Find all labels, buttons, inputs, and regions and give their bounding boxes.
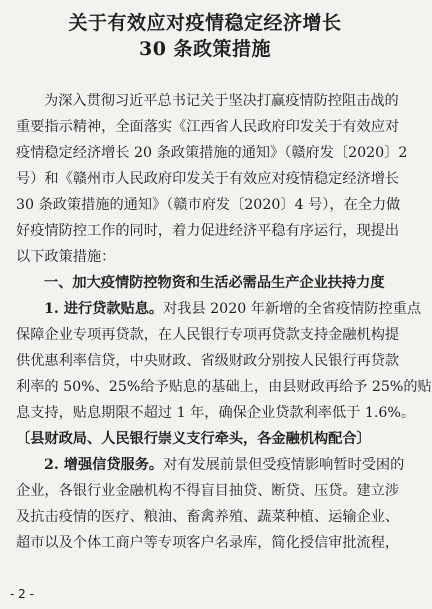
item-2-line: 及抗击疫情的医疗、粮油、畜禽养殖、蔬菜种植、运输企业、 — [16, 509, 400, 525]
item-2-first-line — [16, 452, 405, 478]
item-1-line: 利率的 50%、25%给予贴息的基础上，由县财政再给予 25%的贴 — [16, 379, 432, 395]
item-1-title: 1. 进行贷款贴息。 — [44, 301, 164, 317]
item-2-line: 超市以及个体工商户等专项客户名录库，简化授信审批流程， — [16, 535, 400, 551]
item-1-responsible: 〔县财政局、人民银行崇义支行牵头，各金融机构配合〕 — [16, 431, 371, 447]
item-1-line: 保障企业专项再贷款，在人民银行专项再贷款支持金融机构提 — [16, 327, 400, 343]
intro-line: 号）和《赣州市人民政府印发关于有效应对疫情稳定经济增长 — [16, 171, 400, 187]
intro-line: 好疫情防控工作的同时，着力促进经济平稳有序运行，现提出 — [16, 223, 400, 239]
intro-line: 以下政策措施： — [16, 249, 116, 265]
page-number: - 2 - — [10, 587, 34, 601]
title-line-2: 30 条政策措施 — [138, 38, 272, 60]
item-2-title: 2. 增强信贷服务。 — [44, 457, 164, 473]
document-body — [16, 88, 432, 556]
section-heading: 一、加大疫情防控物资和生活必需品生产企业扶持力度 — [44, 275, 385, 291]
item-1-line: 息支持，贴息期限不超过 1 年，确保企业贷款利率低于 1.6%。 — [16, 405, 416, 421]
intro-line: 重要指示精神，全面落实《江西省人民政府印发关于有效应对 — [16, 119, 400, 135]
intro-line: 30 条政策措施的通知》（赣市府发〔2020〕4 号），在全力做 — [16, 197, 401, 213]
intro-line: 疫情稳定经济增长 20 条政策措施的通知》（赣府发〔2020〕2 — [16, 145, 408, 161]
intro-line: 为深入贯彻习近平总书记关于坚决打赢疫情防控阻击战的 — [44, 93, 399, 109]
item-1-first-line — [16, 296, 422, 322]
item-2-line: 企业，各银行业金融机构不得盲目抽贷、断贷、压贷。建立涉 — [16, 483, 400, 499]
item-2-text: 对有发展前景但受疫情影响暂时受困的 — [163, 457, 405, 473]
item-1-text: 对我县 2020 年新增的全省疫情防控重点 — [163, 301, 422, 317]
document-title — [16, 10, 394, 62]
title-line-1: 关于有效应对疫情稳定经济增长 — [68, 12, 342, 34]
item-1-line: 供优惠利率信贷，中央财政、省级财政分别按人民银行再贷款 — [16, 353, 400, 369]
